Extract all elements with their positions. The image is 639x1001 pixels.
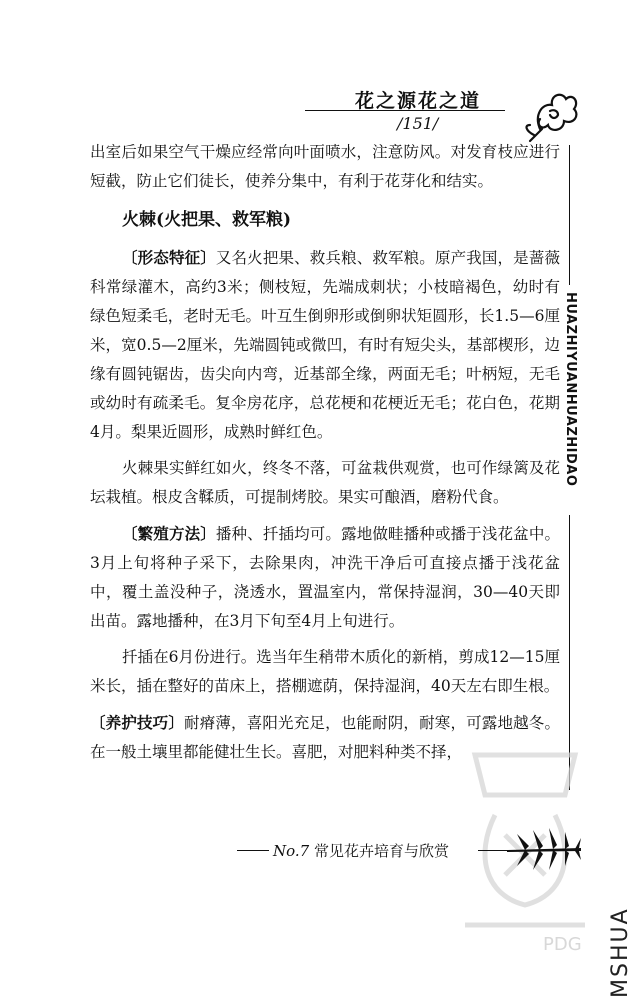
leaf-sprig-icon (505, 826, 583, 872)
morphology-text: 又名火把果、救兵粮、救军粮。原产我国，是蔷薇科常绿灌木，高约3米；侧枝短，先端成刺状；小枝暗褐色，幼时有绿色短柔毛，老时无毛。叶互生倒卵形或倒卵状矩圆形，长1.5—6厘米，宽0.5—2厘米，先端圆钝或微凹，有时有短尖头，基部楔形，边缘有圆钝锯齿，齿尖向内弯，近基部全缘，两面无毛；叶柄短，无毛或幼时有疏柔毛。复伞房花序，总花梗和花梗近无毛；花白色，花期4月。梨果近圆形，成熟时鲜红色。 (90, 249, 560, 441)
footer (273, 840, 449, 861)
running-header-title: 花之源花之道 (355, 90, 482, 112)
article-body (90, 138, 560, 774)
series-number: No.7 (273, 842, 310, 860)
watermark-stamp-text: PDG (543, 934, 582, 955)
watermark-text: MSHUA (608, 907, 633, 998)
paragraph-morphology (90, 243, 560, 447)
care-label: 〔养护技巧〕 (90, 713, 185, 732)
propagation-text: 播种、扦插均可。露地做畦播种或播于浅花盆中。3月上旬将种子采下，去除果肉，冲洗干净后可直接点播于浅花盆中，覆土盖没种子，浇透水，置温室内，常保持湿润，30—40天即出苗。露地播种，在3月下旬至4月上旬进行。 (90, 525, 560, 630)
section-heading: 火棘(火把果、救军粮) (122, 210, 292, 230)
care-text: 耐瘠薄，喜阳光充足，也能耐阴，耐寒，可露地越冬。在一般土壤里都能健壮生长。喜肥，对肥料种类不择， (90, 714, 560, 761)
side-rule-top (569, 145, 570, 285)
flower-ornament-icon (520, 85, 582, 143)
header-rule (305, 110, 505, 111)
paragraph-propagation (90, 519, 560, 636)
page-number: /151/ (397, 114, 439, 133)
footer-rule-left (237, 850, 269, 851)
paragraph-uses: 火棘果实鲜红如火，终冬不落，可盆栽供观赏，也可作绿篱及花坛栽植。根皮含鞣质，可提制烤胶。果实可酿酒，磨粉代食。 (90, 459, 560, 506)
paragraph-cuttings: 扦插在6月份进行。选当年生稍带木质化的新梢，剪成12—15厘米长，插在整好的苗床上，搭棚遮荫，保持湿润，40天左右即生根。 (90, 648, 560, 695)
morphology-label: 〔形态特征〕 (122, 248, 216, 267)
series-title: 常见花卉培育与欣赏 (314, 842, 450, 860)
side-title: HUAZHIYUANHUAZHIDAO (563, 292, 578, 487)
footer-rule-right (478, 850, 508, 851)
propagation-label: 〔繁殖方法〕 (122, 524, 216, 543)
paragraph-intro: 出室后如果空气干燥应经常向叶面喷水，注意防风。对发育枝应进行短截，防止它们徒长，使养分集中，有利于花芽化和结实。 (90, 143, 560, 190)
